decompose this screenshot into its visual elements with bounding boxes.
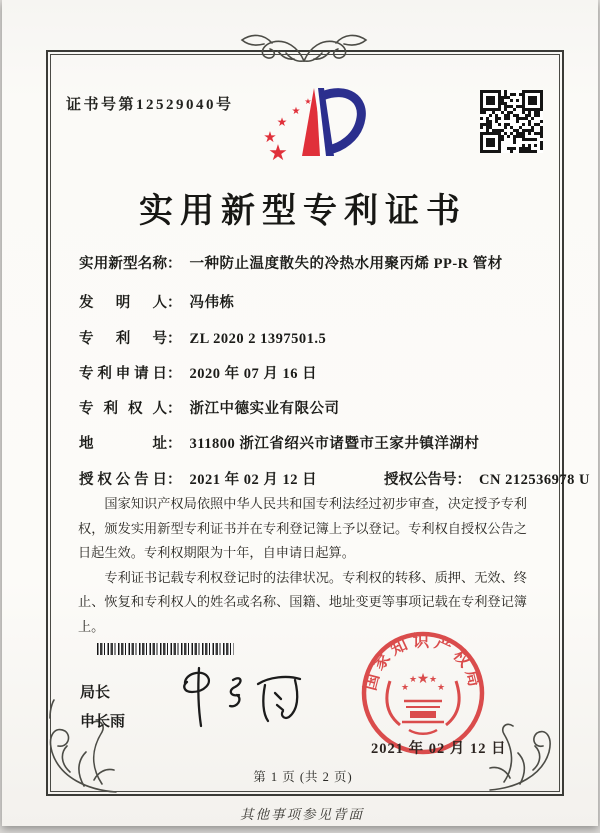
field-row-patentee — [79, 397, 340, 418]
qr-code — [480, 90, 543, 153]
top-center-flourish-icon — [226, 27, 382, 69]
field-label: 专利权人 — [79, 401, 167, 417]
svg-text:★: ★ — [304, 97, 312, 106]
field-colon: ： — [167, 401, 182, 417]
svg-text:★: ★ — [408, 674, 418, 684]
svg-text:★: ★ — [276, 115, 288, 129]
field-colon: ： — [167, 331, 182, 347]
field-value: ZL 2020 2 1397501.5 — [189, 331, 327, 347]
reverse-side-note: 其他事项参见背面 — [240, 807, 364, 822]
svg-text:★: ★ — [268, 140, 288, 165]
director-title: 局长 — [80, 685, 111, 701]
field-row-address — [79, 432, 479, 453]
field-row-patent-number — [79, 327, 326, 348]
field-colon: ： — [167, 472, 182, 488]
field-row-filing-date — [79, 362, 317, 383]
field-label: 地址 — [79, 436, 167, 452]
field-row-inventor — [79, 291, 235, 312]
svg-text:★: ★ — [263, 130, 277, 146]
field-value: 311800 浙江省绍兴市诸暨市王家井镇洋湖村 — [189, 436, 480, 452]
field-label: 授权公告日 — [79, 472, 167, 488]
field-value: 冯伟栋 — [189, 295, 235, 311]
legal-paragraph-1: 国家知识产权局依照中华人民共和国专利法经过初步审查，决定授予专利权，颁发实用新型专利证书并在专利登记簿上予以登记。专利权自授权公告之日起生效。专利权期限为十年，自申请日起算。 — [78, 496, 527, 560]
grant-seal-date: 2021 年 02 月 12 日 — [371, 741, 507, 757]
field-value: 2021 年 02 月 12 日 — [189, 472, 318, 488]
field-colon: ： — [167, 436, 182, 452]
field-label: 发明人 — [79, 295, 167, 311]
field-value: 浙江中德实业有限公司 — [189, 401, 340, 417]
field-colon: ： — [167, 256, 182, 272]
legal-paragraph-2: 专利证书记载专利权登记时的法律状况。专利权的转移、质押、无效、终止、恢复和专利权人的姓名或名称、国籍、地址变更等事项记载在专利登记簿上。 — [78, 569, 527, 634]
field-value: CN 212536978 U — [479, 472, 590, 488]
field-row-grant-date — [79, 468, 590, 489]
field-value: 一种防止温度散失的冷热水用聚丙烯 PP-R 管材 — [189, 256, 503, 272]
field-label: 实用新型名称 — [79, 256, 167, 272]
svg-text:国家知识产权局: 国家知识产权局 — [360, 631, 486, 693]
field-colon: ： — [167, 295, 182, 311]
field-label: 专利申请日 — [79, 366, 167, 382]
field-colon: ： — [167, 366, 182, 382]
director-name: 申长雨 — [80, 714, 126, 730]
director-signature-icon — [170, 662, 315, 732]
field-colon: ： — [456, 472, 471, 488]
svg-text:★: ★ — [428, 674, 438, 684]
cnipa-logo-icon — [248, 84, 366, 168]
page-number: 第 1 页 (共 2 页) — [253, 770, 353, 784]
certificate-number: 证书号第12529040号 — [66, 97, 234, 113]
svg-text:★: ★ — [400, 682, 410, 692]
field-label: 专利号 — [79, 331, 167, 347]
field-row-utility-model-name — [79, 252, 503, 273]
field-grant-number — [384, 468, 590, 489]
certificate-title: 实用新型专利证书 — [139, 193, 467, 230]
certificate-page — [2, 0, 598, 826]
barcode — [97, 643, 234, 655]
svg-text:★: ★ — [416, 672, 430, 687]
legal-text-block — [78, 492, 527, 639]
field-label: 授权公告号 — [384, 472, 457, 488]
field-value: 2020 年 07 月 16 日 — [189, 366, 318, 382]
svg-text:★: ★ — [291, 106, 301, 117]
svg-text:★: ★ — [436, 682, 446, 692]
